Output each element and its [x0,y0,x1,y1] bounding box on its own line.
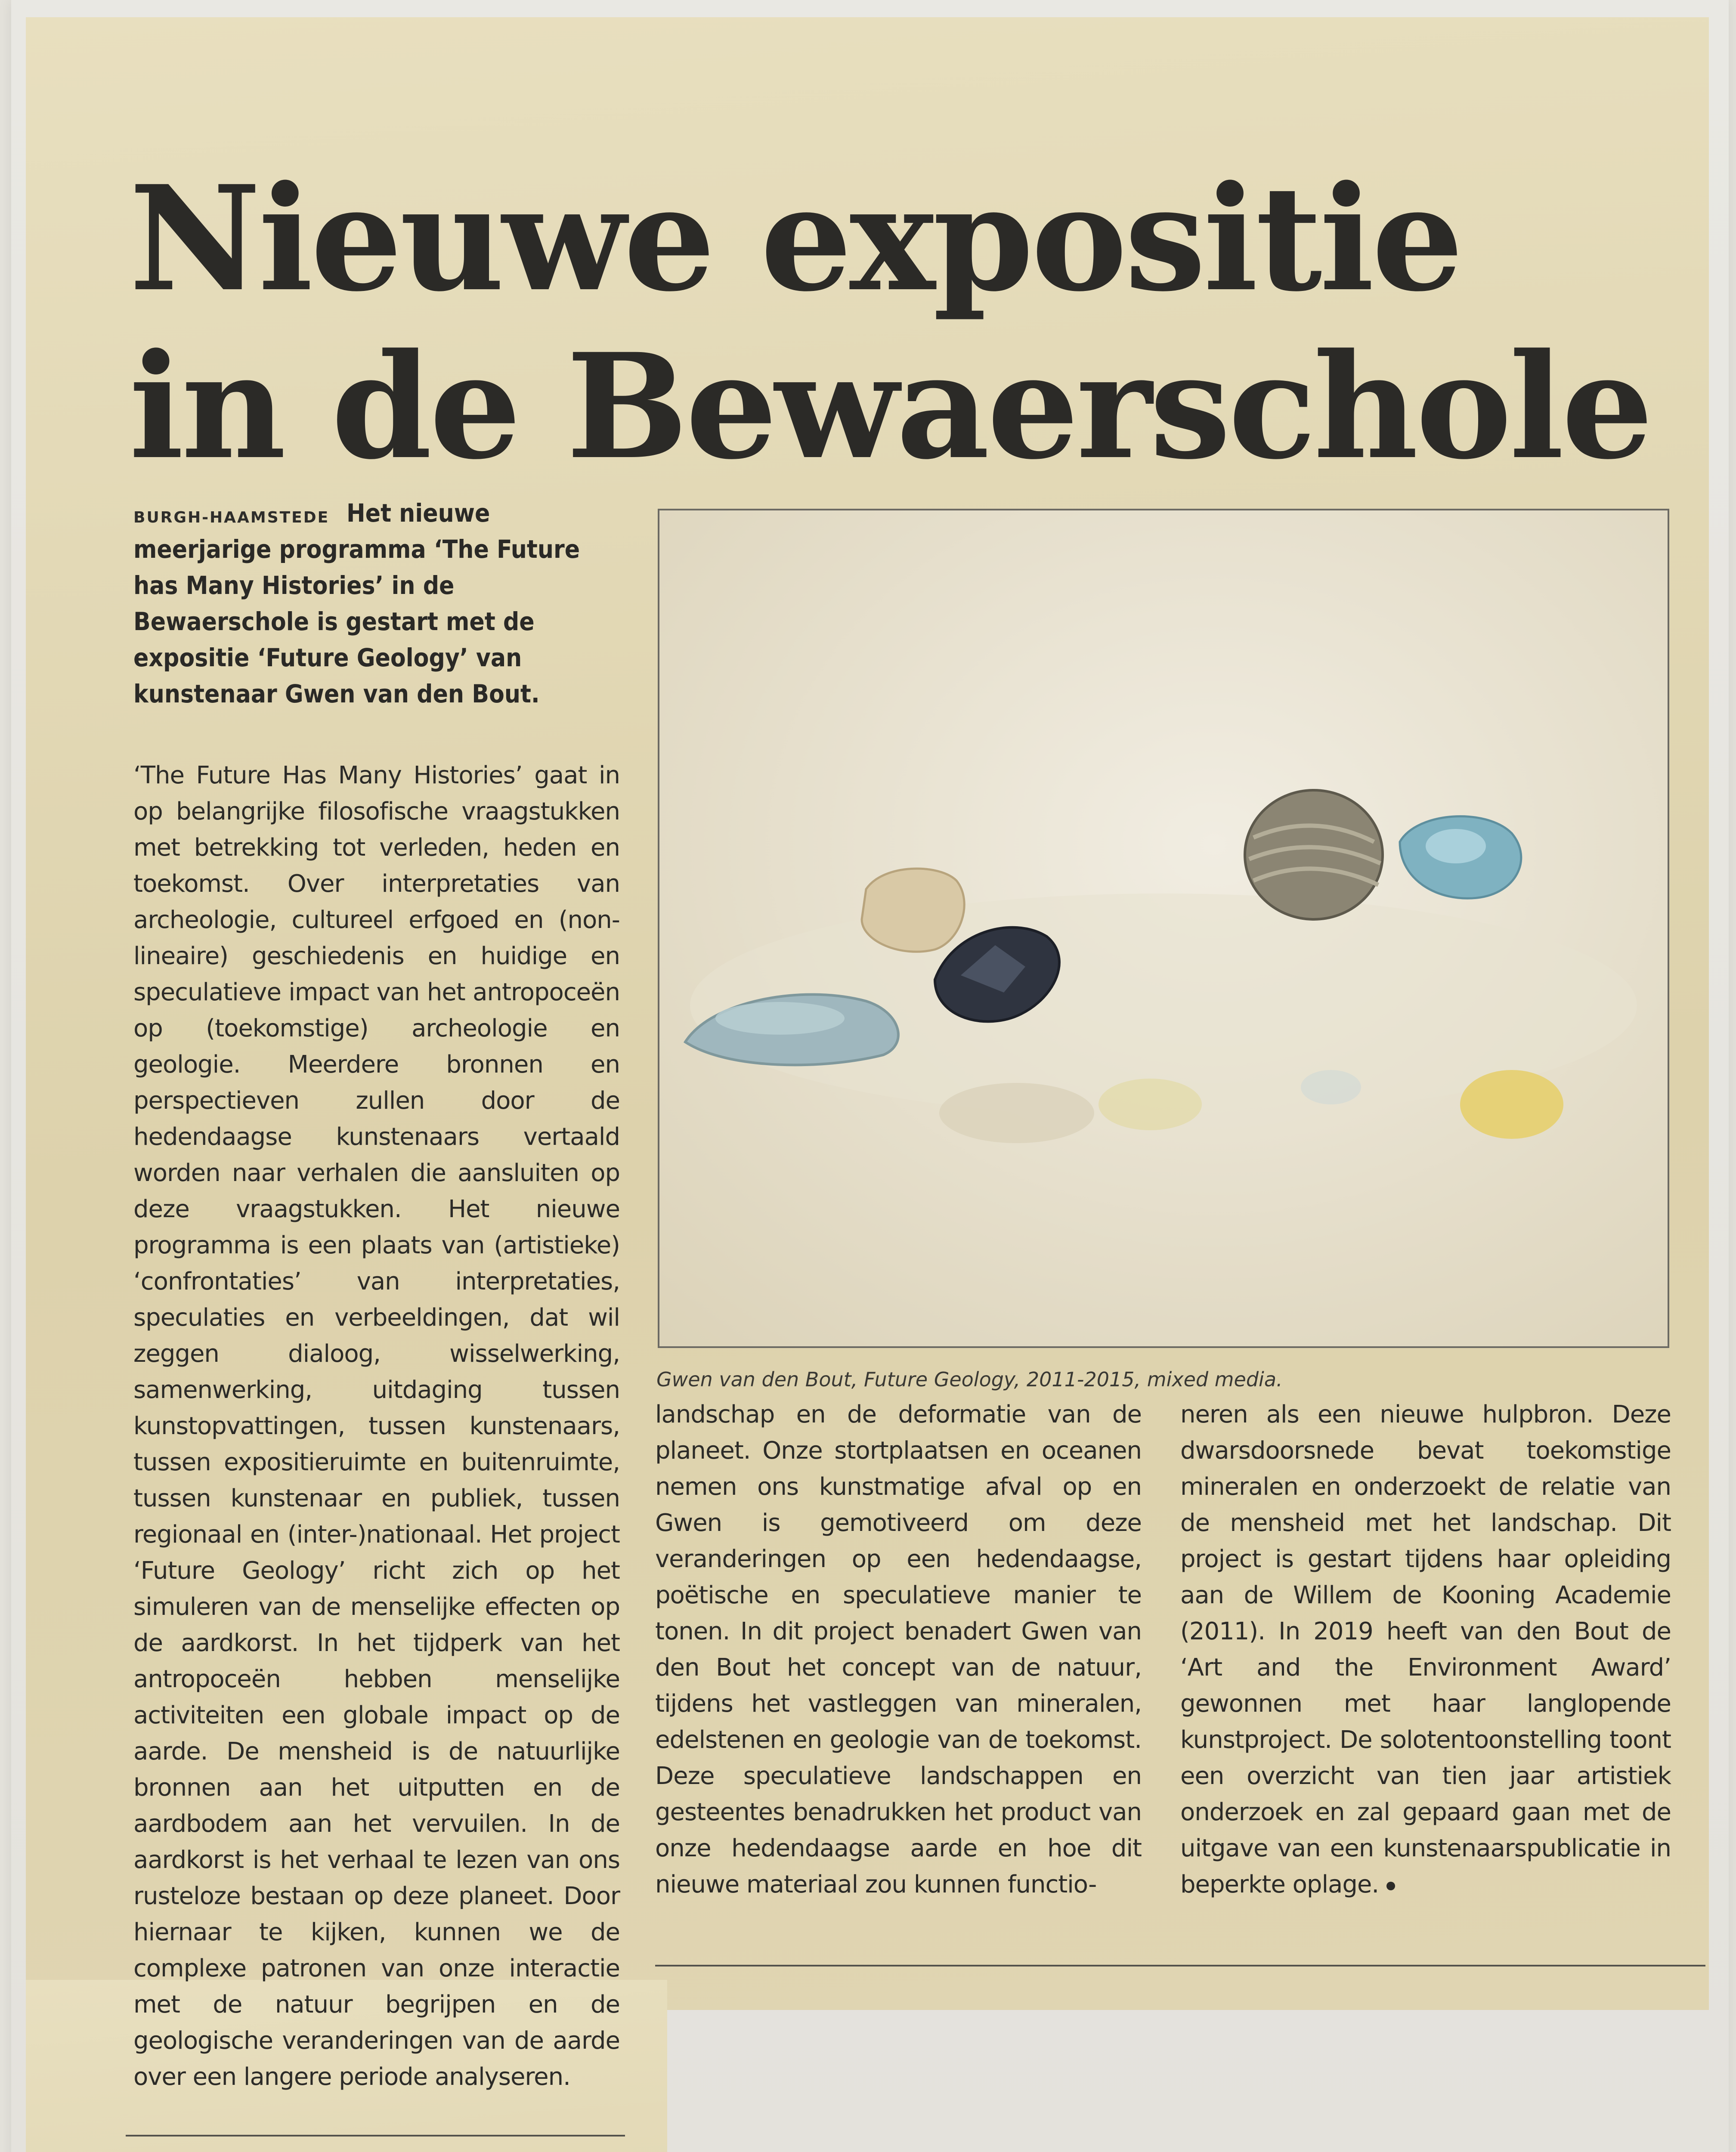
photo-caption: Gwen van den Bout, Future Geology, 2011-2015, mixed media. [656,1368,1283,1391]
column-3-body: neren als een nieuwe hulpbron. Deze dwarsdoorsnede bevat toekomstige mineralen en onderzoekt de relatie van de mensheid met het landschap. Dit project is gestart tijdens haar opleiding aan de Willem de Kooning Academie (2011). In 2019 heeft van den Bout de ‘Art and the Environment Award’ gewonnen met haar langlopende kunstproject. De solotentoonstelling toont een overzicht van tien jaar artistiek onderzoek en zal gepaard gaan met de uitgave van een kunstenaarspublicatie in beperkte oplage. [1180,1401,1671,1898]
dateline: BURGH-HAAMSTEDE [133,509,330,526]
headline-line-1: Nieuwe expositie [129,154,1461,324]
column-bottom-rule [655,1965,1705,1966]
pullquote-top-rule [126,2135,625,2137]
column-2-text: landschap en de deformatie van de planeet. Onze stortplaatsen en oceanen nemen ons kunstmatige afval op en Gwen is gemotiveerd om deze veranderingen op een hedendaagse, poëtische en speculatieve manier te tonen. In dit project benadert Gwen van den Bout het concept van de natuur, tijdens het vastleggen van mineralen, edelstenen en geologie van de toekomst. Deze speculatieve landschappen en gesteentes benadrukken het product van onze hedendaagse aarde en hoe dit nieuwe materiaal zou kunnen functio- [655,1401,1142,1898]
future-geology-artwork-image [659,510,1668,1346]
article-column-3 [1180,1397,1671,1903]
article-photo [658,509,1669,1348]
column-1-text: ‘The Future Has Many Histories’ gaat in op belangrijke filosofische vraagstukken met betrekking tot verleden, heden en toekomst. Over interpretaties van archeologie, cultureel erfgoed en (non-lineaire) geschiedenis en huidige en speculatieve impact van het antropoceën op (toekomstige) archeologie en geologie. Meerdere bronnen en perspectieven zullen door de hedendaagse kunstenaars vertaald worden naar verhalen die aansluiten op deze vraagstukken. Het nieuwe programma is een plaats van (artistieke) ‘confrontaties’ van interpretaties, speculaties en verbeeldingen, dat wil zeggen dialoog, wisselwerking, samenwerking, uitdaging tussen kunstopvattingen, tussen kunstenaars, tussen expositieruimte en buitenruimte, tussen kunstenaar en publiek, tussen regionaal en (inter-)nationaal. Het project ‘Future Geology’ richt zich op het simuleren van de menselijke effecten op de aardkorst. In het tijdperk van het antropoceën hebben menselijke activiteiten een globale impact op de aarde. De mensheid is de natuurlijke bronnen aan het uitputten en de aardbodem aan het vervuilen. In de aardkorst is het verhaal te lezen van ons rusteloze bestaan op deze planeet. Door hiernaar te kijken, kunnen we de complexe patronen van onze interactie met de natuur begrijpen en de geologische veranderingen van de aarde over een langere periode analyseren. [133,761,620,2091]
article-column-1 [133,758,620,2095]
column-3-text [1180,1397,1671,1903]
article-headline [129,154,1651,492]
headline-line-2: in de Bewaerschole [129,322,1651,492]
article-lead: Het nieuwe meerjarige programma ‘The Future has Many Histories’ in de Bewaerschole is gestart met de expositie ‘Future Geology’ van kunstenaar Gwen van den Bout. [133,498,580,708]
end-of-article-bullet [1386,1882,1395,1890]
article-column-2 [655,1397,1142,1903]
